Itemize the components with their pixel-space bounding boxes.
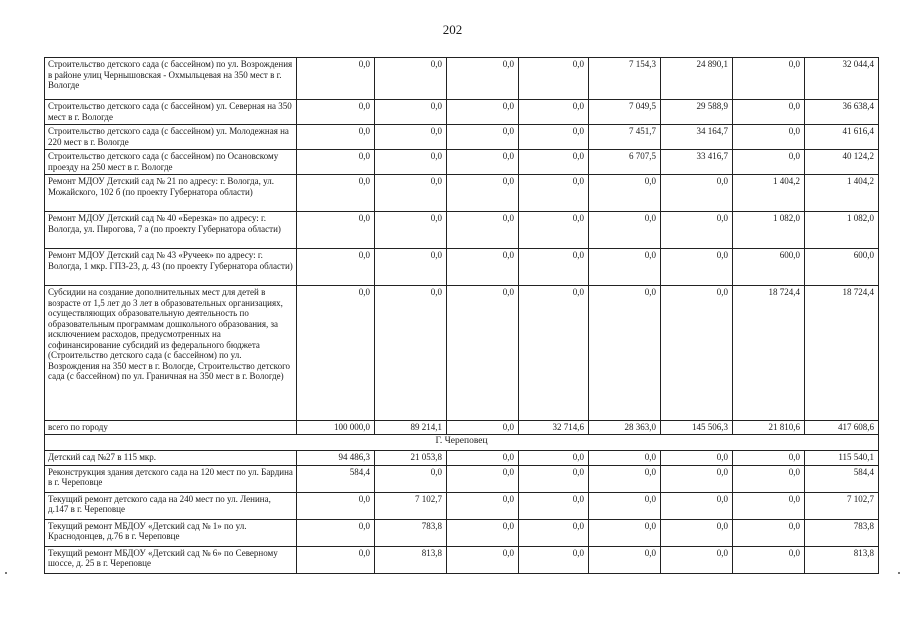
value-cell: 32 044,4 [805,58,879,100]
total-row [45,421,879,435]
value-cell: 0,0 [733,100,805,125]
value-cell: 0,0 [661,249,733,286]
value-cell: 1 404,2 [733,175,805,212]
value-cell: 89 214,1 [375,421,447,435]
value-cell: 783,8 [375,519,447,546]
value-cell: 7 102,7 [805,492,879,519]
value-cell: 28 363,0 [589,421,661,435]
row-name: Ремонт МДОУ Детский сад № 43 «Ручеек» по адресу: г. Вологда, 1 мкр. ГПЗ-23, д. 43 (по проекту Губернатора области) [45,249,297,286]
value-cell: 1 404,2 [805,175,879,212]
value-cell: 584,4 [297,465,375,492]
value-cell: 417 608,6 [805,421,879,435]
value-cell: 0,0 [519,249,589,286]
value-cell: 32 714,6 [519,421,589,435]
value-cell: 0,0 [375,286,447,421]
value-cell: 0,0 [447,492,519,519]
value-cell: 115 540,1 [805,450,879,465]
table-row [45,450,879,465]
value-cell: 40 124,2 [805,150,879,175]
value-cell: 0,0 [297,100,375,125]
table-row [45,175,879,212]
value-cell: 6 707,5 [589,150,661,175]
value-cell: 813,8 [375,546,447,573]
value-cell: 21 053,8 [375,450,447,465]
scan-mark [898,572,900,574]
value-cell: 0,0 [589,546,661,573]
value-cell: 7 102,7 [375,492,447,519]
value-cell: 0,0 [297,150,375,175]
table-row [45,100,879,125]
value-cell: 7 451,7 [589,125,661,150]
value-cell: 0,0 [447,421,519,435]
row-name: Строительство детского сада (с бассейном) по Осановскому проезду на 250 мест в г. Вологде [45,150,297,175]
row-name: Строительство детского сада (с бассейном) ул. Северная на 350 мест в г. Вологде [45,100,297,125]
row-name: Текущий ремонт детского сада на 240 мест по ул. Ленина, д.147 в г. Череповце [45,492,297,519]
value-cell: 0,0 [519,492,589,519]
value-cell: 0,0 [297,125,375,150]
value-cell: 0,0 [375,212,447,249]
value-cell: 0,0 [297,175,375,212]
value-cell: 0,0 [519,465,589,492]
value-cell: 0,0 [519,450,589,465]
row-name: Текущий ремонт МБДОУ «Детский сад № 1» по ул. Краснодонцев, д.76 в г. Череповце [45,519,297,546]
table-row [45,492,879,519]
value-cell: 0,0 [375,100,447,125]
value-cell: 0,0 [589,249,661,286]
value-cell: 0,0 [733,150,805,175]
value-cell: 18 724,4 [805,286,879,421]
value-cell: 0,0 [661,546,733,573]
row-name: Текущий ремонт МБДОУ «Детский сад № 6» по Северному шоссе, д. 25 в г. Череповце [45,546,297,573]
row-name: Реконструкция здания детского сада на 120 мест по ул. Бардина в г. Череповце [45,465,297,492]
table-row [45,465,879,492]
value-cell: 0,0 [733,125,805,150]
value-cell: 0,0 [297,519,375,546]
table-row [45,125,879,150]
row-name: всего по городу [45,421,297,435]
value-cell: 100 000,0 [297,421,375,435]
city-heading: Г. Череповец [45,434,879,450]
value-cell: 0,0 [733,465,805,492]
value-cell: 0,0 [297,249,375,286]
value-cell: 0,0 [375,150,447,175]
value-cell: 600,0 [733,249,805,286]
table-row [45,58,879,100]
row-name: Субсидии на создание дополнительных мест для детей в возрасте от 1,5 лет до 3 лет в образовательных организациях, осуществляющих образовательную деятельность по образовательным программам дошкольного образования, за исключением расходов, предусмотренных на софинансирование субсидий из федерального бюджета (Строительство детского сада (с бассейном) по ул. Возрождения на 350 мест в г. Вологде, Строительство детского сада (с бассейном) по ул. Граничная на 350 мест в г. Вологде) [45,286,297,421]
value-cell: 0,0 [661,492,733,519]
table-row [45,249,879,286]
value-cell: 0,0 [519,546,589,573]
value-cell: 0,0 [733,519,805,546]
table-row [45,150,879,175]
value-cell: 0,0 [733,450,805,465]
value-cell: 21 810,6 [733,421,805,435]
row-name: Строительство детского сада (с бассейном) ул. Молодежная на 220 мест в г. Вологде [45,125,297,150]
value-cell: 0,0 [447,249,519,286]
value-cell: 0,0 [447,58,519,100]
value-cell: 0,0 [375,249,447,286]
value-cell: 41 616,4 [805,125,879,150]
value-cell: 0,0 [447,450,519,465]
value-cell: 0,0 [447,175,519,212]
value-cell: 0,0 [297,212,375,249]
value-cell: 0,0 [297,58,375,100]
table-row [45,519,879,546]
value-cell: 0,0 [375,58,447,100]
page-number: 202 [442,22,463,37]
value-cell: 584,4 [805,465,879,492]
value-cell: 7 049,5 [589,100,661,125]
value-cell: 29 588,9 [661,100,733,125]
value-cell: 0,0 [447,125,519,150]
value-cell: 0,0 [297,492,375,519]
value-cell: 813,8 [805,546,879,573]
value-cell: 0,0 [661,465,733,492]
value-cell: 7 154,3 [589,58,661,100]
value-cell: 0,0 [589,492,661,519]
value-cell: 24 890,1 [661,58,733,100]
value-cell: 0,0 [447,150,519,175]
value-cell: 0,0 [447,519,519,546]
value-cell: 0,0 [519,58,589,100]
value-cell: 0,0 [733,546,805,573]
value-cell: 0,0 [297,546,375,573]
value-cell: 0,0 [661,212,733,249]
table-row [45,212,879,249]
value-cell: 0,0 [519,519,589,546]
value-cell: 0,0 [375,125,447,150]
row-name: Ремонт МДОУ Детский сад № 40 «Березка» по адресу: г. Вологда, ул. Пирогова, 7 а (по проекту Губернатора области) [45,212,297,249]
value-cell: 0,0 [447,100,519,125]
value-cell: 0,0 [589,465,661,492]
value-cell: 0,0 [661,450,733,465]
value-cell: 0,0 [519,125,589,150]
budget-table [44,57,879,574]
row-name: Детский сад №27 в 115 мкр. [45,450,297,465]
value-cell: 0,0 [297,286,375,421]
value-cell: 36 638,4 [805,100,879,125]
value-cell: 0,0 [519,286,589,421]
value-cell: 0,0 [519,175,589,212]
value-cell: 0,0 [519,100,589,125]
value-cell: 0,0 [589,450,661,465]
value-cell: 600,0 [805,249,879,286]
value-cell: 34 164,7 [661,125,733,150]
value-cell: 1 082,0 [805,212,879,249]
value-cell: 0,0 [519,150,589,175]
value-cell: 0,0 [589,212,661,249]
value-cell: 145 506,3 [661,421,733,435]
value-cell: 0,0 [661,286,733,421]
value-cell: 0,0 [589,286,661,421]
table-row [45,286,879,421]
table-row [45,546,879,573]
value-cell: 0,0 [589,175,661,212]
value-cell: 33 416,7 [661,150,733,175]
value-cell: 783,8 [805,519,879,546]
value-cell: 0,0 [733,492,805,519]
value-cell: 0,0 [375,175,447,212]
value-cell: 18 724,4 [733,286,805,421]
value-cell: 0,0 [519,212,589,249]
scan-mark [5,572,7,574]
row-name: Строительство детского сада (с бассейном) по ул. Возрождения в районе улиц Чернышовская - Охмыльцевая на 350 мест в г. Вологде [45,58,297,100]
value-cell: 0,0 [375,465,447,492]
value-cell: 0,0 [447,546,519,573]
city-heading-row [45,434,879,450]
value-cell: 0,0 [661,175,733,212]
value-cell: 0,0 [589,519,661,546]
value-cell: 1 082,0 [733,212,805,249]
value-cell: 0,0 [447,286,519,421]
value-cell: 0,0 [733,58,805,100]
value-cell: 94 486,3 [297,450,375,465]
value-cell: 0,0 [661,519,733,546]
value-cell: 0,0 [447,212,519,249]
table-body [45,58,879,574]
value-cell: 0,0 [447,465,519,492]
row-name: Ремонт МДОУ Детский сад № 21 по адресу: г. Вологда, ул. Можайского, 102 б (по проекту Губернатора области) [45,175,297,212]
